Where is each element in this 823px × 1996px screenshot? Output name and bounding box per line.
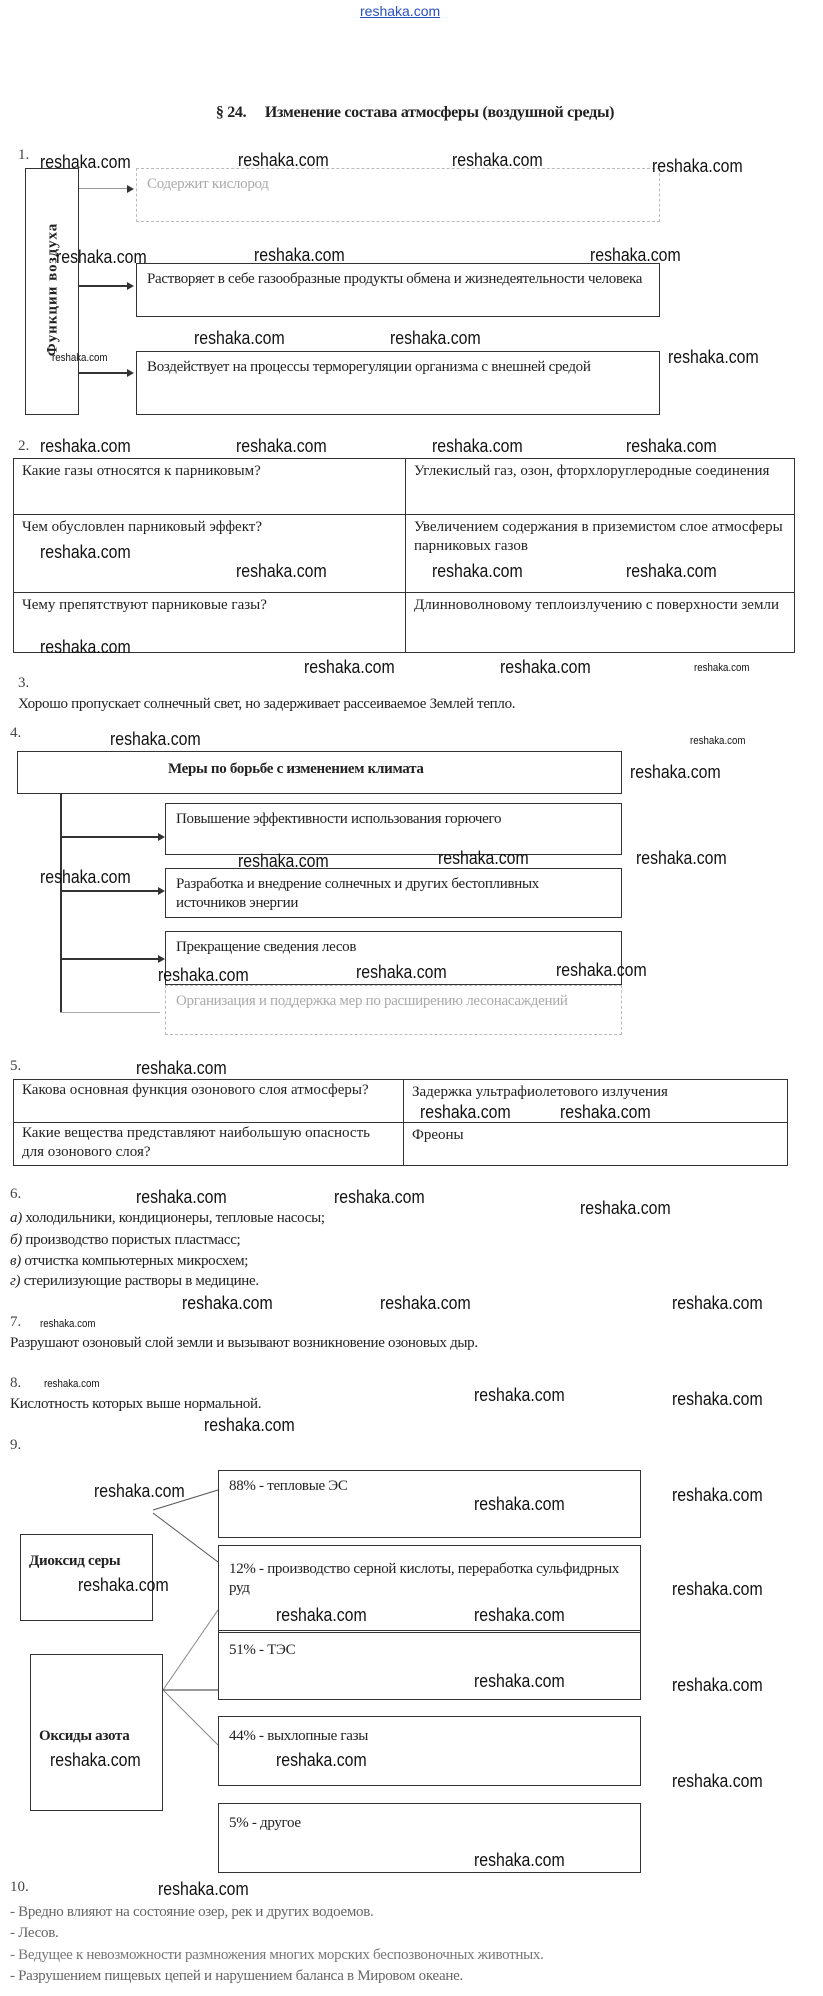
answer-cell: Углекислый газ, озон, фторхлоруглеродные соединения — [406, 459, 795, 515]
measure-text: Организация и поддержка мер по расширению лесонасаждений — [176, 993, 568, 1009]
box-label: Диоксид серы — [29, 1553, 121, 1569]
watermark: reshaka.com — [390, 328, 481, 348]
watermark: reshaka.com — [158, 1879, 249, 1899]
site-link[interactable]: reshaka.com — [360, 3, 441, 19]
watermark: reshaka.com — [652, 156, 743, 176]
watermark: reshaka.com — [636, 848, 727, 868]
function-text: Растворяет в себе газообразные продукты обмена и жизнедеятельности человека — [147, 271, 643, 287]
watermark: reshaka.com — [40, 542, 131, 562]
measure-box-2 — [165, 868, 622, 918]
question-cell: Чем обусловлен парниковый эффект? — [14, 515, 406, 593]
watermark: reshaka.com — [40, 1318, 96, 1330]
section-9-number: 9. — [10, 1437, 22, 1453]
watermark: reshaka.com — [236, 436, 327, 456]
watermark: reshaka.com — [56, 247, 147, 267]
watermark: reshaka.com — [136, 1187, 227, 1207]
watermark: reshaka.com — [420, 1102, 511, 1122]
table-row — [14, 1080, 788, 1123]
watermark: reshaka.com — [672, 1771, 763, 1791]
watermark: reshaka.com — [560, 1102, 651, 1122]
watermark: reshaka.com — [194, 328, 285, 348]
list-item — [10, 1252, 248, 1271]
function-box-2 — [136, 263, 660, 317]
section-6-number: 6. — [10, 1186, 22, 1202]
section-4-number: 4. — [10, 725, 22, 741]
watermark: reshaka.com — [690, 735, 746, 747]
watermark: reshaka.com — [438, 848, 529, 868]
watermark: reshaka.com — [94, 1481, 185, 1501]
watermark: reshaka.com — [432, 561, 523, 581]
watermark: reshaka.com — [254, 245, 345, 265]
watermark: reshaka.com — [136, 1058, 227, 1078]
section-7-number: 7. — [10, 1314, 22, 1330]
watermark: reshaka.com — [238, 150, 329, 170]
section-2-number: 2. — [18, 438, 30, 454]
box-label: Оксиды азота — [39, 1728, 130, 1744]
watermark: reshaka.com — [432, 436, 523, 456]
watermark: reshaka.com — [474, 1385, 565, 1405]
question-cell: Какие газы относятся к парниковым? — [14, 459, 406, 515]
watermark: reshaka.com — [44, 1378, 100, 1390]
table-row — [14, 459, 795, 515]
watermark: reshaka.com — [40, 637, 131, 657]
watermark: reshaka.com — [40, 867, 131, 887]
section-7-answer: Разрушают озоновый слой земли и вызывают возникновение озоновых дыр. — [10, 1335, 478, 1351]
list-item — [10, 1231, 240, 1250]
answer-cell: Увеличением содержания в приземистом слое атмосферы парниковых газов — [406, 515, 795, 593]
watermark: reshaka.com — [52, 352, 108, 364]
watermark: reshaka.com — [334, 1187, 425, 1207]
list-item — [10, 1209, 325, 1228]
source-text: 12% - производство серной кислоты, переработка сульфидрных руд — [229, 1561, 619, 1596]
measure-text: Прекращение сведения лесов — [176, 939, 357, 955]
watermark: reshaka.com — [158, 965, 249, 985]
page-title: § 24. Изменение состава атмосферы (воздушной среды) — [215, 104, 615, 121]
climate-measures-header — [17, 751, 622, 794]
watermark: reshaka.com — [474, 1671, 565, 1691]
source-text: 44% - выхлопные газы — [229, 1728, 368, 1744]
watermark: reshaka.com — [474, 1494, 565, 1514]
item-text: производство пористых пластмасс; — [21, 1232, 241, 1248]
watermark: reshaka.com — [672, 1485, 763, 1505]
watermark: reshaka.com — [452, 150, 543, 170]
source-text: 88% - тепловые ЭС — [229, 1478, 348, 1494]
table-row — [14, 1123, 788, 1166]
list-item: - Вредно влияют на состояние озер, рек и других водоемов. — [10, 1904, 374, 1920]
watermark: reshaka.com — [238, 851, 329, 871]
answer-cell: Длинноволновому теплоизлучению с поверхности земли — [406, 593, 795, 653]
function-box-3 — [136, 351, 660, 415]
watermark: reshaka.com — [672, 1293, 763, 1313]
watermark: reshaka.com — [630, 762, 721, 782]
air-functions-label: Функции воздуха — [44, 222, 61, 357]
watermark: reshaka.com — [672, 1389, 763, 1409]
section-10-number: 10. — [10, 1879, 29, 1895]
item-letter: г) — [10, 1273, 21, 1289]
watermark: reshaka.com — [590, 245, 681, 265]
source-box — [218, 1803, 641, 1873]
watermark: reshaka.com — [694, 662, 750, 674]
watermark: reshaka.com — [304, 657, 395, 677]
source-box — [218, 1630, 641, 1700]
watermark: reshaka.com — [474, 1605, 565, 1625]
function-text: Воздействует на процессы терморегуляции организма с внешней средой — [147, 359, 591, 375]
function-text: Содержит кислород — [147, 176, 269, 192]
measure-box-4 — [165, 985, 622, 1035]
watermark: reshaka.com — [182, 1293, 273, 1313]
section-3-number: 3. — [18, 675, 30, 691]
watermark: reshaka.com — [626, 561, 717, 581]
section-1-number: 1. — [18, 147, 30, 163]
watermark: reshaka.com — [380, 1293, 471, 1313]
item-text: стерилизующие растворы в медицине. — [20, 1273, 259, 1289]
watermark: reshaka.com — [40, 436, 131, 456]
list-item: - Лесов. — [10, 1925, 59, 1941]
item-letter: в) — [10, 1253, 21, 1269]
watermark: reshaka.com — [276, 1605, 367, 1625]
item-text: холодильники, кондиционеры, тепловые насосы; — [21, 1210, 325, 1226]
watermark: reshaka.com — [236, 561, 327, 581]
nitrogen-oxides-box — [30, 1654, 163, 1811]
question-cell: Какова основная функция озонового слоя атмосферы? — [14, 1080, 404, 1123]
question-cell: Какие вещества представляют наибольшую опасность для озонового слоя? — [14, 1123, 404, 1166]
watermark: reshaka.com — [40, 152, 131, 172]
watermark: reshaka.com — [668, 347, 759, 367]
answer-cell: Задержка ультрафиолетового излучения — [404, 1080, 788, 1123]
watermark: reshaka.com — [356, 962, 447, 982]
measure-text: Разработка и внедрение солнечных и других бестопливных источников энергии — [176, 876, 539, 911]
item-letter: а) — [10, 1210, 22, 1226]
watermark: reshaka.com — [474, 1850, 565, 1870]
list-item — [10, 1272, 259, 1291]
air-functions-box — [25, 168, 79, 415]
measure-box-1 — [165, 803, 622, 855]
section-8-number: 8. — [10, 1375, 22, 1391]
function-box-1 — [136, 168, 660, 222]
watermark: reshaka.com — [204, 1415, 295, 1435]
watermark: reshaka.com — [672, 1579, 763, 1599]
section-3-answer: Хорошо пропускает солнечный свет, но задерживает рассеиваемое Землей тепло. — [18, 696, 516, 712]
item-letter: б) — [10, 1232, 22, 1248]
answer-cell: Фреоны — [404, 1123, 788, 1166]
section-5-number: 5. — [10, 1058, 22, 1074]
watermark: reshaka.com — [110, 729, 201, 749]
watermark: reshaka.com — [672, 1675, 763, 1695]
question-cell: Чему препятствуют парниковые газы? — [14, 593, 406, 653]
list-item: - Разрушением пищевых цепей и нарушением баланса в Мировом океане. — [10, 1968, 463, 1984]
watermark: reshaka.com — [276, 1750, 367, 1770]
watermark: reshaka.com — [78, 1575, 169, 1595]
watermark: reshaka.com — [556, 960, 647, 980]
source-box — [218, 1470, 641, 1538]
watermark: reshaka.com — [626, 436, 717, 456]
watermark: reshaka.com — [500, 657, 591, 677]
item-text: отчистка компьютерных микросхем; — [20, 1253, 249, 1269]
ozone-table — [13, 1079, 788, 1166]
source-text: 51% - ТЭС — [229, 1642, 296, 1658]
measure-text: Повышение эффективности использования горючего — [176, 811, 502, 827]
list-item: - Ведущее к невозможности размножения многих морских беспозвоночных животных. — [10, 1947, 544, 1963]
source-text: 5% - другое — [229, 1815, 301, 1831]
header-text: Меры по борьбе с изменением климата — [168, 761, 424, 777]
watermark: reshaka.com — [50, 1750, 141, 1770]
watermark: reshaka.com — [580, 1198, 671, 1218]
section-8-answer: Кислотность которых выше нормальной. — [10, 1396, 262, 1412]
